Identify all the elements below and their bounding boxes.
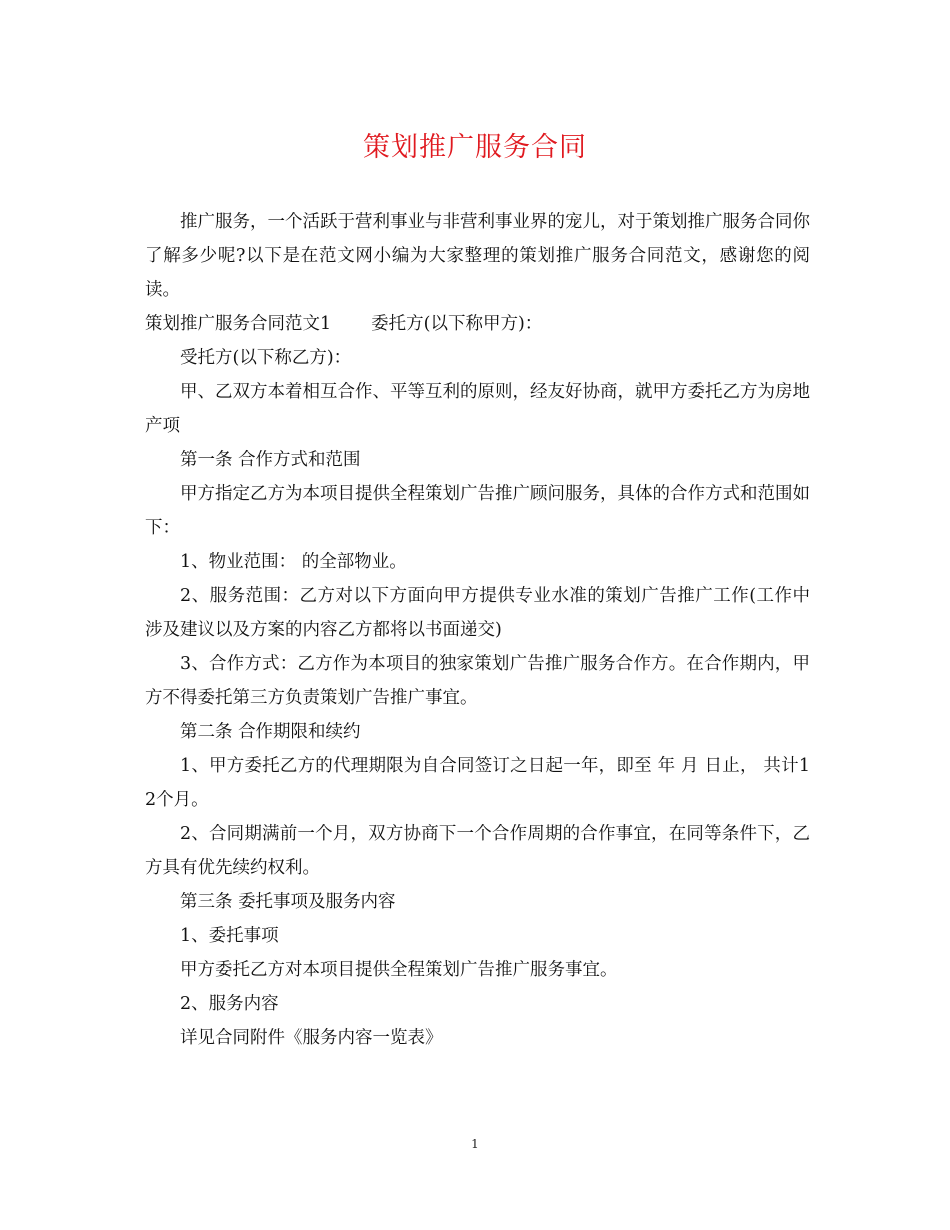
article-2-item-2: 2、合同期满前一个月，双方协商下一个合作周期的合作事宜，在同等条件下，乙方具有优先续约权利。 xyxy=(145,824,810,878)
article-3-item-1-title: 1、委托事项 xyxy=(180,926,279,946)
party-b-label: 受托方(以下称乙方)： xyxy=(180,348,352,368)
sample-heading: 策划推广服务合同范文1 xyxy=(145,314,332,334)
article-1-item-3: 3、合作方式：乙方作为本项目的独家策划广告推广服务合作方。在合作期内，甲方不得委托第三方负责策划广告推广事宜。 xyxy=(145,654,810,708)
article-2-item-1: 1、甲方委托乙方的代理期限为自合同签订之日起一年，即至 年 月 日止， 共计12个月。 xyxy=(145,756,810,810)
article-2-title: 第二条 合作期限和续约 xyxy=(180,722,361,742)
sample-heading-line xyxy=(145,307,810,341)
article-1-title: 第一条 合作方式和范围 xyxy=(180,450,361,470)
preamble-paragraph: 甲、乙双方本着相互合作、平等互利的原则，经友好协商，就甲方委托乙方为房地产项 xyxy=(145,382,810,436)
article-1-item-2: 2、服务范围：乙方对以下方面向甲方提供专业水准的策划广告推广工作(工作中涉及建议以及方案的内容乙方都将以书面递交) xyxy=(145,586,810,640)
document-body xyxy=(145,205,810,1055)
article-1-text: 甲方指定乙方为本项目提供全程策划广告推广顾问服务，具体的合作方式和范围如下： xyxy=(145,484,810,538)
page-number: 1 xyxy=(471,1137,479,1151)
party-a-label: 委托方(以下称甲方)： xyxy=(371,314,543,334)
article-3-item-2-text: 详见合同附件《服务内容一览表》 xyxy=(180,1028,443,1048)
article-3-item-1-text: 甲方委托乙方对本项目提供全程策划广告推广服务事宜。 xyxy=(180,960,618,980)
article-3-title: 第三条 委托事项及服务内容 xyxy=(180,892,396,912)
document-title: 策划推广服务合同 xyxy=(363,132,587,163)
intro-paragraph: 推广服务，一个活跃于营利事业与非营利事业界的宠儿，对于策划推广服务合同你了解多少呢?以下是在范文网小编为大家整理的策划推广服务合同范文，感谢您的阅读。 xyxy=(145,212,810,300)
article-3-item-2-title: 2、服务内容 xyxy=(180,994,279,1014)
article-1-item-1: 1、物业范围： 的全部物业。 xyxy=(180,552,407,572)
